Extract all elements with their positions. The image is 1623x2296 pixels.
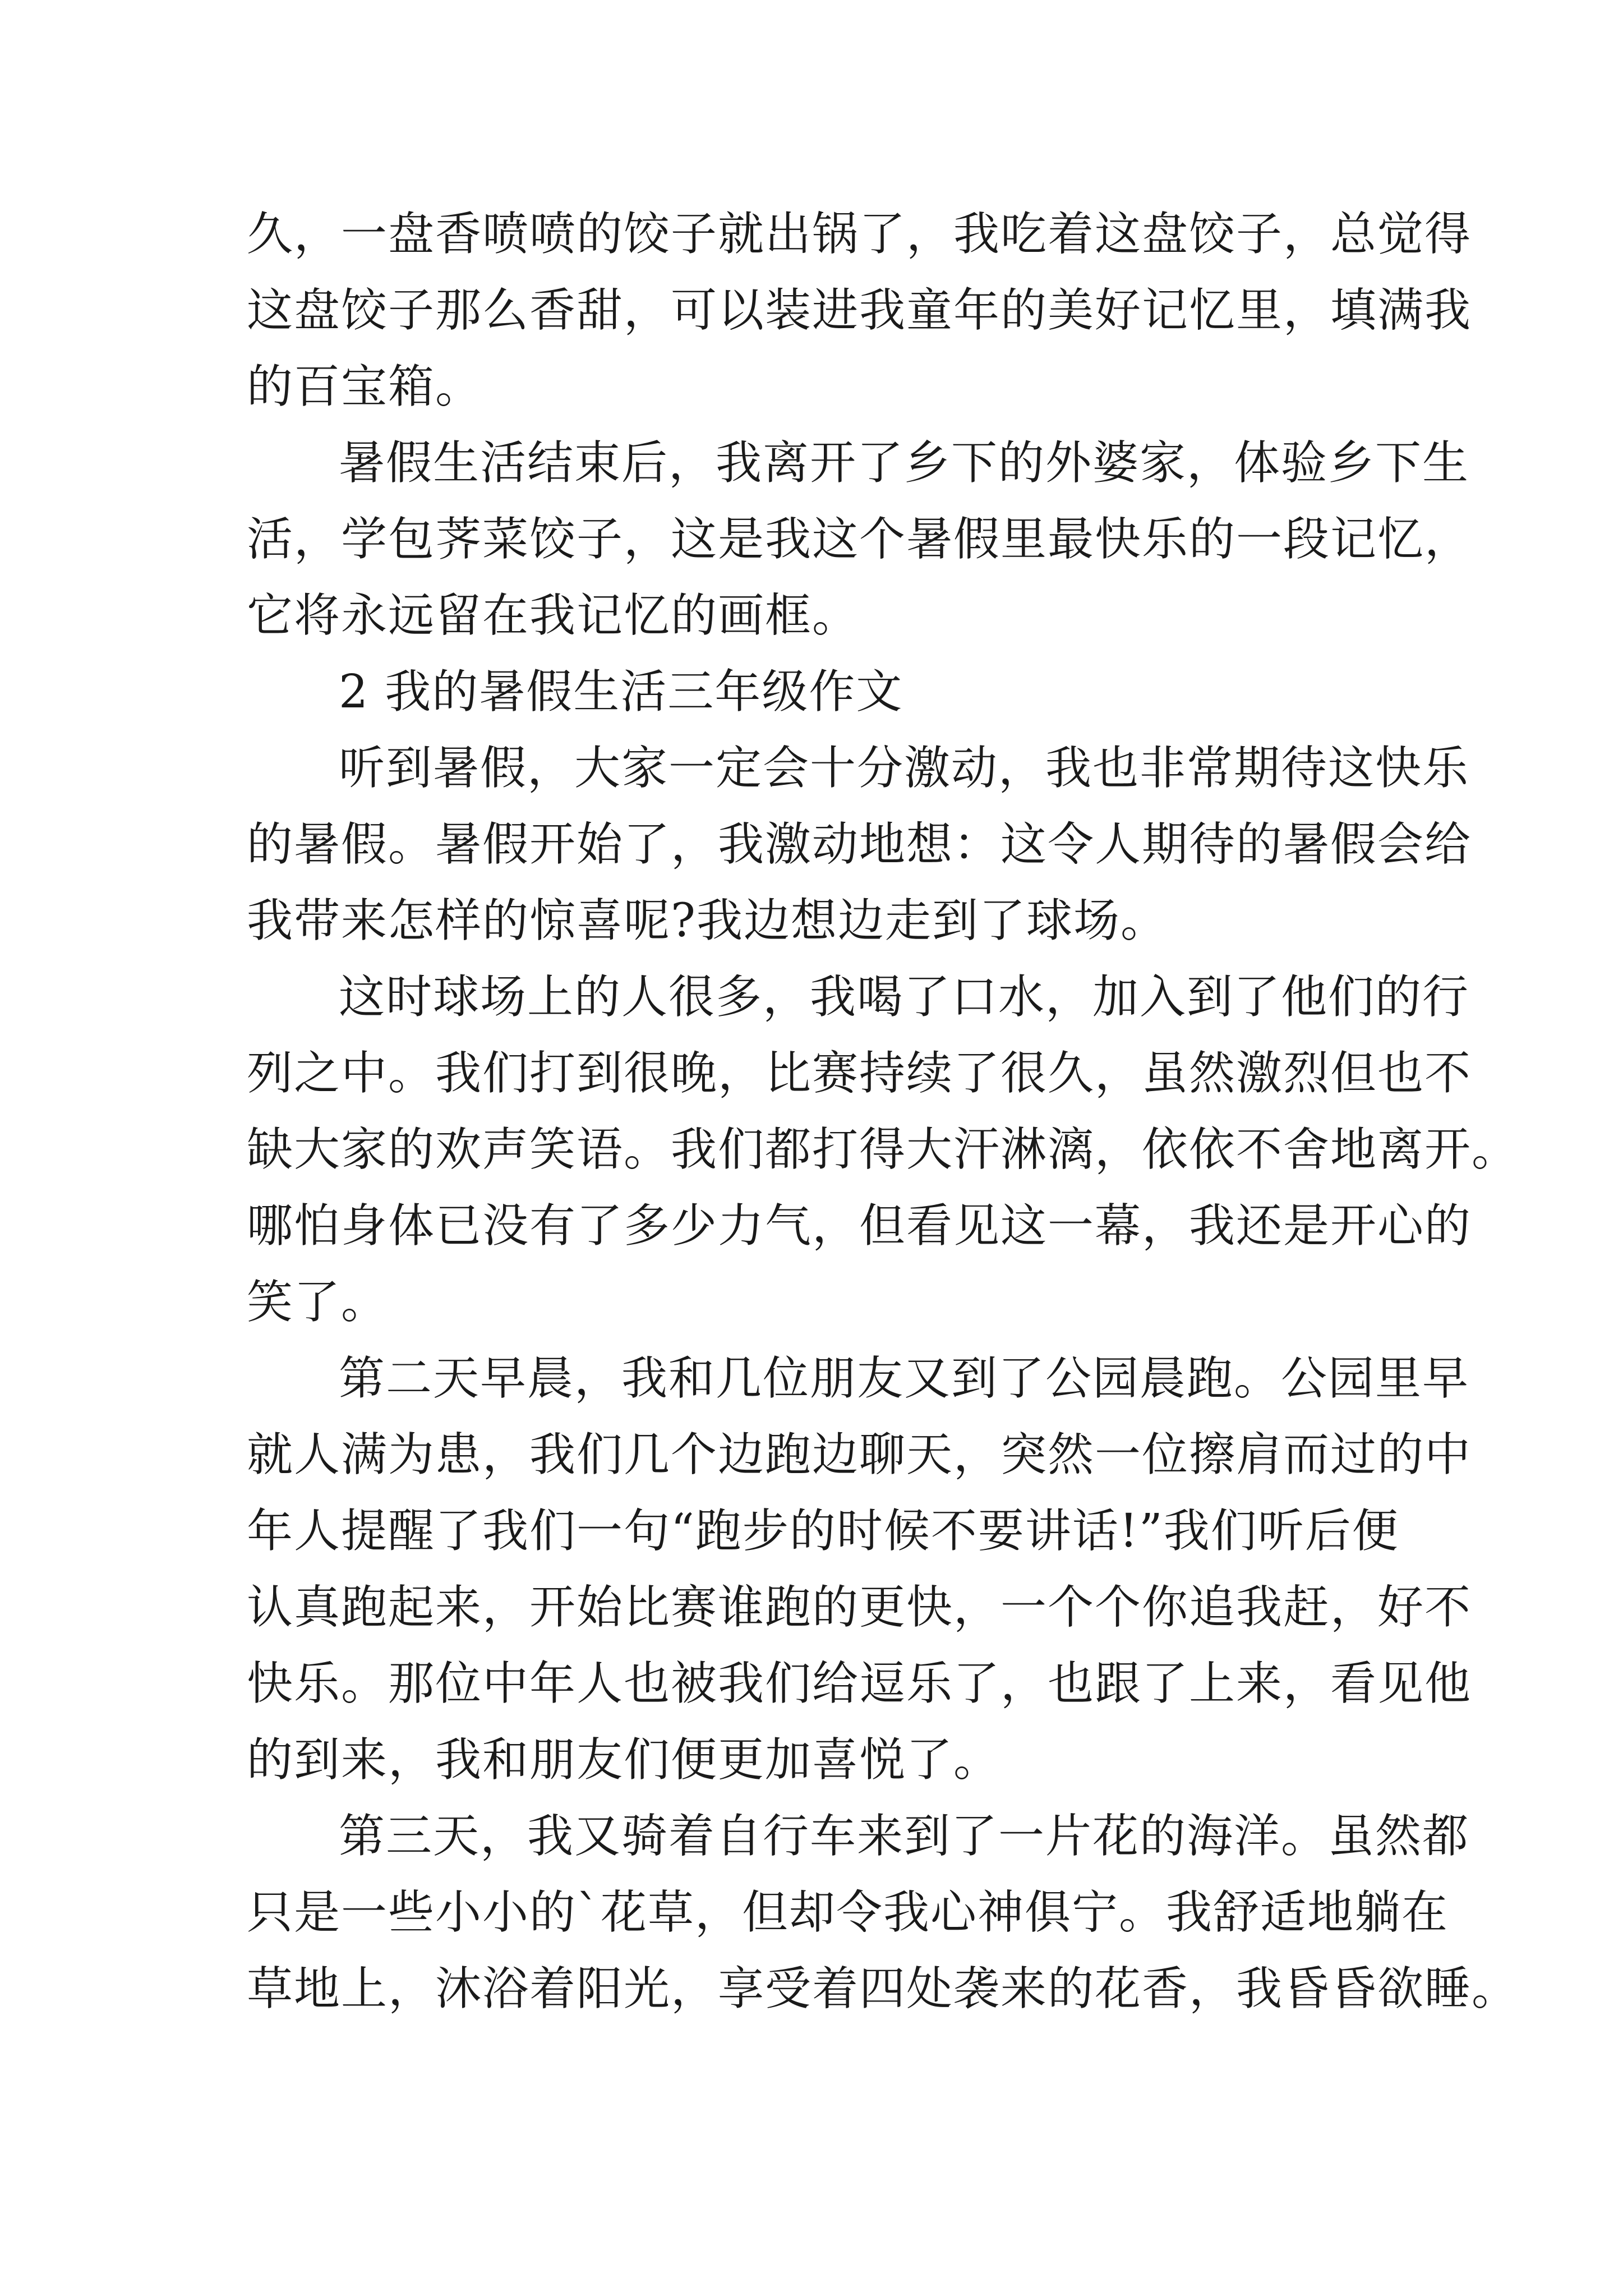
text-line: 笑了。	[247, 1276, 389, 1329]
text-line: 我带来怎样的惊喜呢?我边想边走到了球场。	[247, 894, 1168, 947]
text-line: 只是一些小小的`花草，但却令我心神俱宁。我舒适地躺在	[247, 1886, 1449, 1939]
text-line: 的百宝箱。	[247, 360, 483, 413]
text-line: 哪怕身体已没有了多少力气，但看见这一幕，我还是开心的	[247, 1199, 1472, 1253]
section-heading: 2 我的暑假生活三年级作文	[339, 665, 903, 719]
text-line: 列之中。我们打到很晚，比赛持续了很久，虽然激烈但也不	[247, 1047, 1472, 1100]
text-line: 年人提醒了我们一句“跑步的时候不要讲话!”我们听后便	[247, 1504, 1399, 1558]
text-line: 听到暑假，大家一定会十分激动，我也非常期待这快乐	[339, 742, 1470, 795]
text-line: 的暑假。暑假开始了，我激动地想：这令人期待的暑假会给	[247, 818, 1472, 871]
text-line: 缺大家的欢声笑语。我们都打得大汗淋漓，依依不舍地离开。	[247, 1123, 1519, 1176]
text-line: 这时球场上的人很多，我喝了口水，加入到了他们的行	[339, 970, 1470, 1024]
text-line: 的到来，我和朋友们便更加喜悦了。	[247, 1733, 1001, 1787]
text-line: 就人满为患，我们几个边跑边聊天，突然一位擦肩而过的中	[247, 1428, 1472, 1481]
text-line: 暑假生活结束后，我离开了乡下的外婆家，体验乡下生	[339, 436, 1470, 490]
text-line: 第三天，我又骑着自行车来到了一片花的海洋。虽然都	[339, 1810, 1470, 1863]
text-line: 这盘饺子那么香甜，可以装进我童年的美好记忆里，填满我	[247, 284, 1472, 337]
text-line: 活，学包荠菜饺子，这是我这个暑假里最快乐的一段记忆，	[247, 513, 1472, 566]
text-line: 认真跑起来，开始比赛谁跑的更快，一个个你追我赶，好不	[247, 1581, 1472, 1634]
text-line: 它将永远留在我记忆的画框。	[247, 589, 860, 642]
essay-text	[247, 196, 1519, 2027]
text-line: 第二天早晨，我和几位朋友又到了公园晨跑。公园里早	[339, 1352, 1470, 1405]
text-line: 草地上，沐浴着阳光，享受着四处袭来的花香，我昏昏欲睡。	[247, 1962, 1519, 2016]
text-line: 快乐。那位中年人也被我们给逗乐了，也跟了上来，看见他	[247, 1657, 1472, 1710]
text-line: 久，一盘香喷喷的饺子就出锅了，我吃着这盘饺子，总觉得	[247, 208, 1472, 261]
